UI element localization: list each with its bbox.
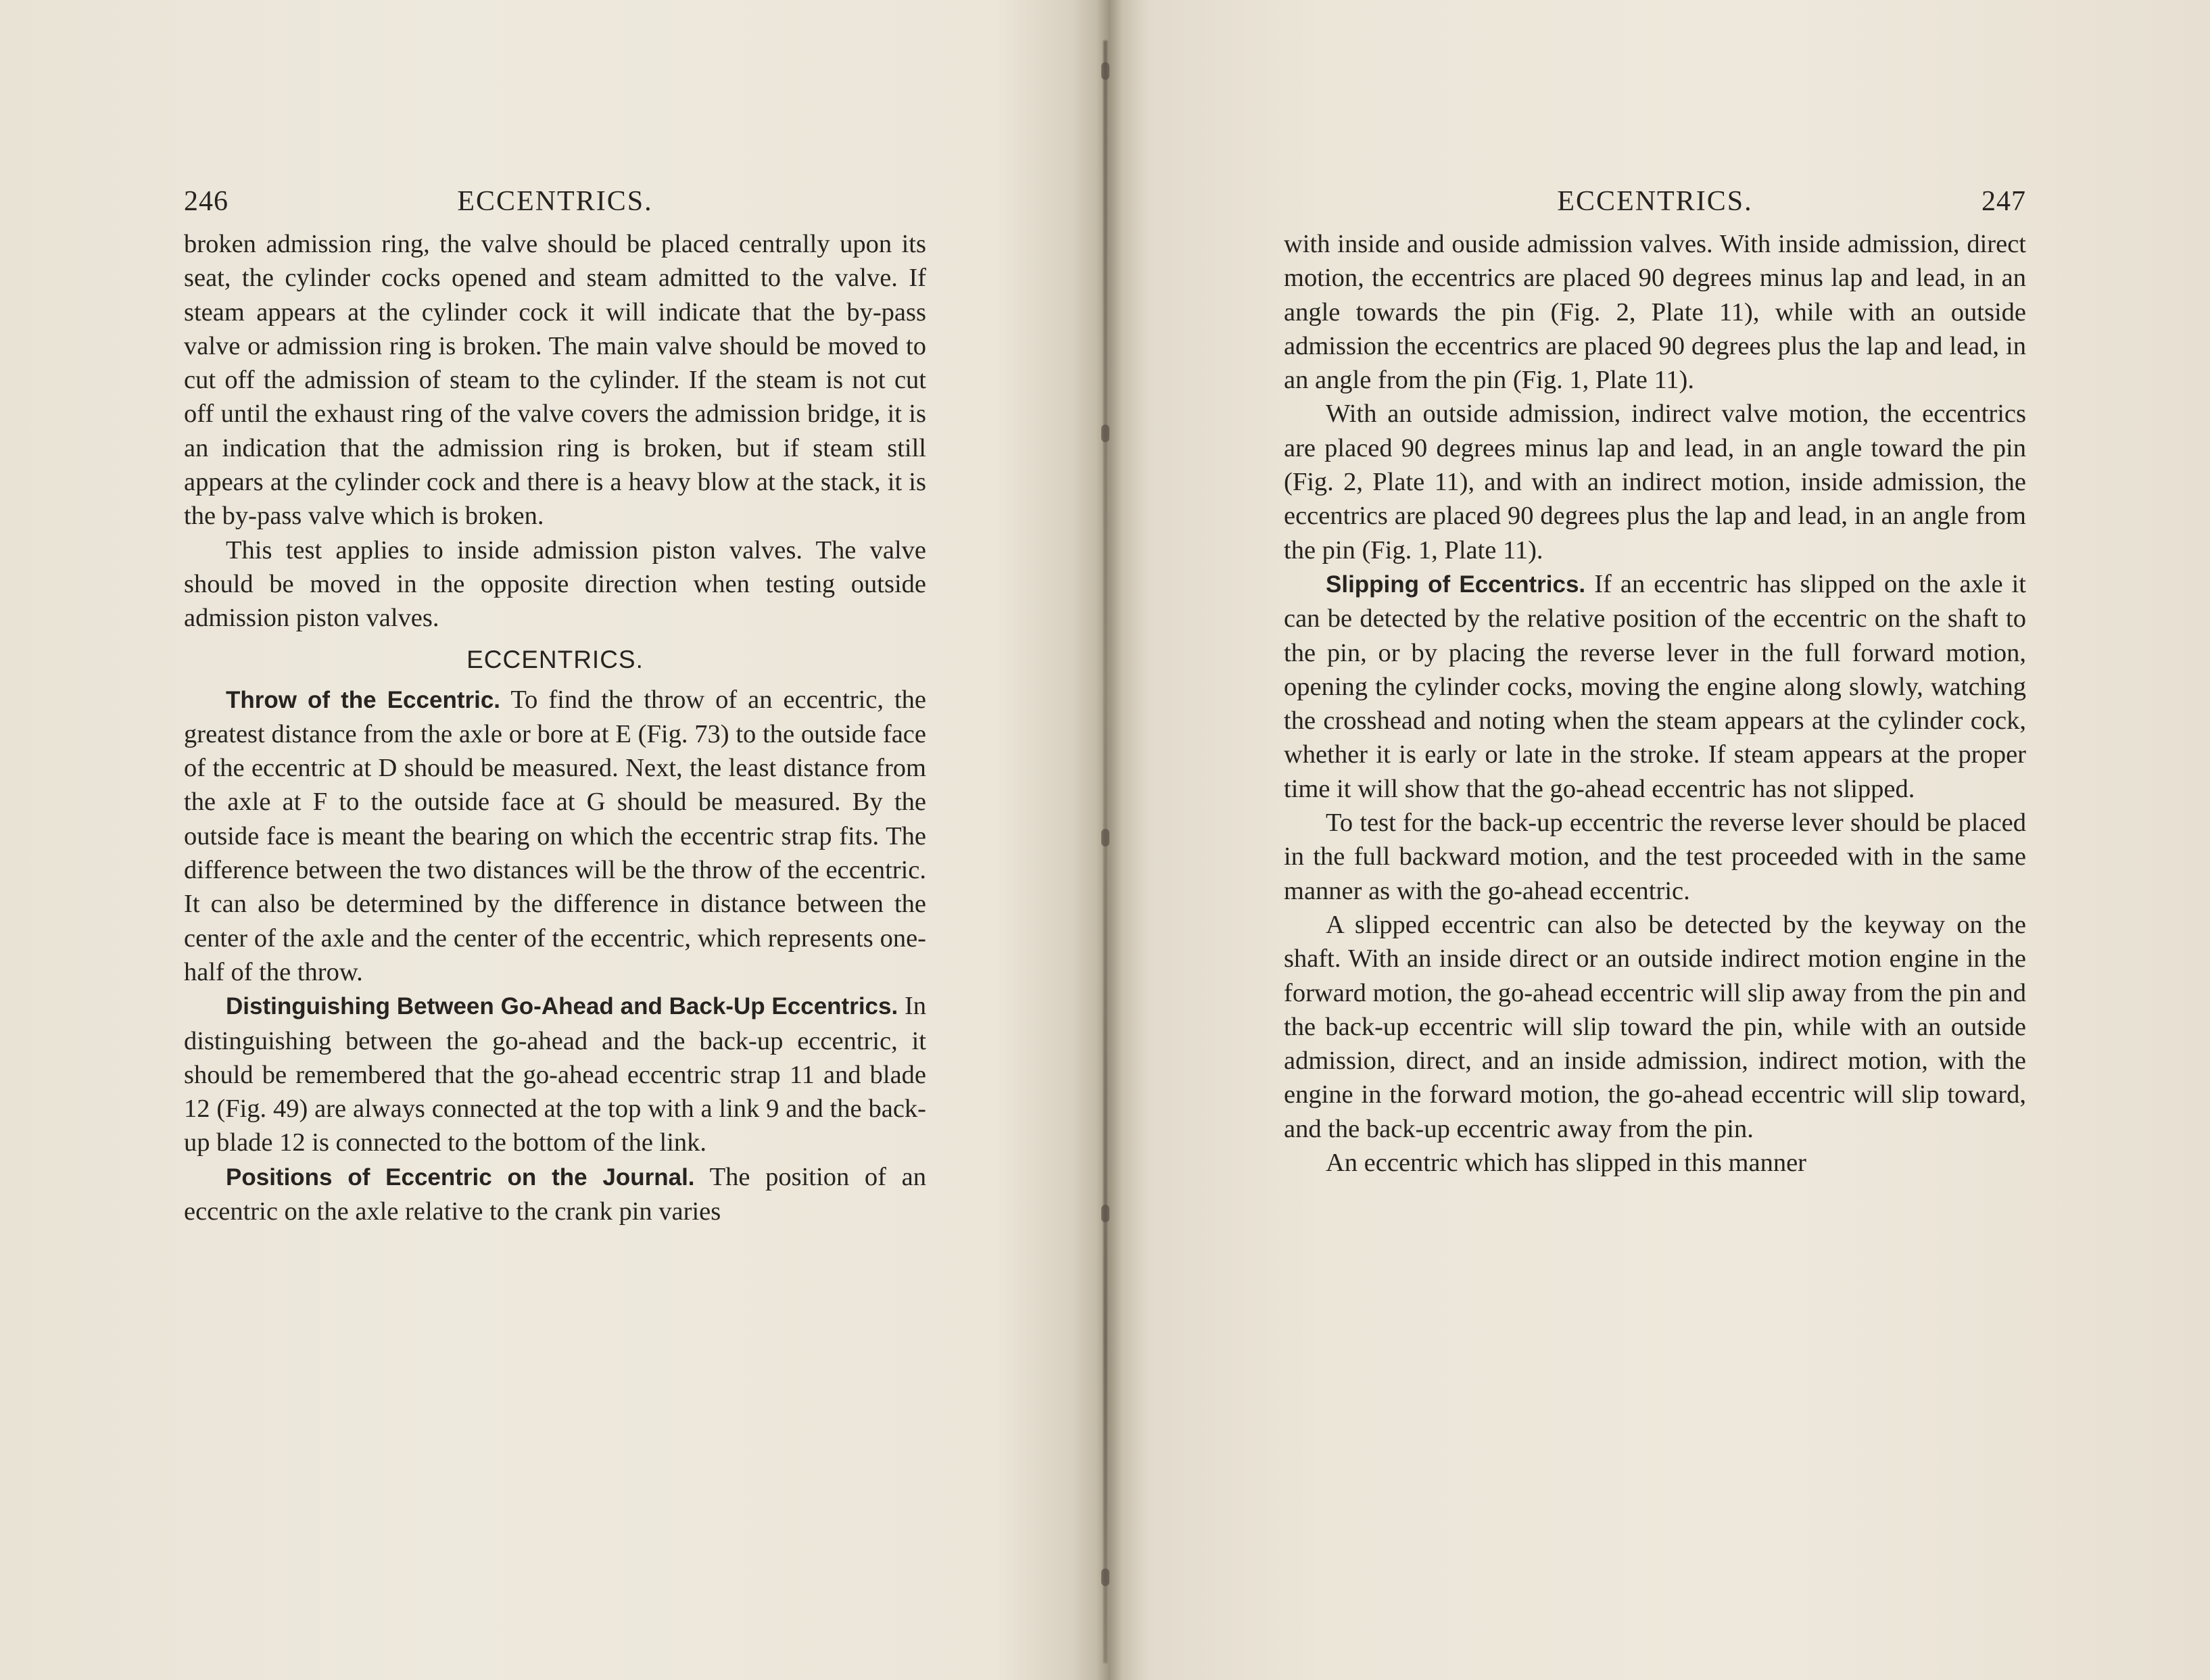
binding-stitch	[1101, 1568, 1109, 1586]
run-in-heading: Throw of the Eccentric.	[226, 686, 501, 713]
paragraph: An eccentric which has slipped in this manner	[1326, 1149, 1806, 1178]
paragraph: This test applies to inside admission piston valves. The valve should be moved in the opposite direction when testing outside admission piston valves.	[184, 535, 926, 633]
right-page-body	[1284, 227, 2026, 1180]
right-page-header	[1284, 181, 2026, 222]
paragraph	[1284, 567, 2026, 806]
paragraph: To test for the back-up eccentric the reverse lever should be placed in the full backward motion, and the test proceeded with in the same manner as with the go-ahead eccentric.	[1284, 809, 2026, 905]
run-in-heading: Distinguishing Between Go-Ahead and Back-Up Eccentrics.	[226, 993, 898, 1020]
book-gutter	[1103, 41, 1107, 1663]
binding-stitch	[1101, 1205, 1109, 1222]
paragraph: with inside and ouside admission valves. With inside admission, direct motion, the eccentrics are placed 90 degrees minus lap and lead, in an angle towards the pin (Fig. 2, Plate 11), while with an outside admission the eccentrics are placed 90 degrees plus the lap and lead, in an angle from the pin (Fig. 1, Plate 11).	[1284, 230, 2026, 395]
paragraph-text: If an eccentric has slipped on the axle it can be detected by the relative position of the eccentric on the shaft to the pin, or by placing the reverse lever in the full forward motion, opening the cylinder cocks, moving the engine along slowly, watching the crosshead and noting when the steam appears at the cylinder cock, whether it is early or late in the stroke. If steam appears at the proper time it will show that the go-ahead eccentric has not slipped.	[1284, 569, 2026, 803]
right-page	[1284, 181, 2026, 1180]
binding-stitch	[1101, 829, 1109, 846]
paragraph-text: The position of an eccentric on the axle relative to the crank pin varies	[184, 1162, 927, 1226]
page-number: 246	[184, 186, 229, 217]
paragraph	[184, 1160, 926, 1229]
section-heading: ECCENTRICS.	[466, 645, 644, 673]
binding-stitch	[1101, 425, 1109, 442]
binding-stitch	[1101, 62, 1109, 80]
left-page-body	[184, 227, 926, 1228]
left-page	[184, 181, 926, 1228]
page-number: 247	[1981, 186, 2026, 217]
paragraph	[184, 989, 926, 1159]
paragraph: A slipped eccentric can also be detected by the keyway on the shaft. With an inside direct or an outside indirect motion engine in the forward motion, the go-ahead eccentric will slip away from the pin and the back-up eccentric will slip toward the pin, while with an outside admission, direct, and an inside admission, indirect motion, with the engine in the forward motion, the go-ahead eccentric will slip toward, and the back-up eccentric away from the pin.	[1284, 910, 2026, 1143]
paragraph: broken admission ring, the valve should be placed centrally upon its seat, the cylinder cocks opened and steam admitted to the valve. If steam appears at the cylinder cock it will indicate that the by-pass valve or admission ring is broken. The main valve should be moved to cut off the admission of steam to the cylinder. If the steam is not cut off until the exhaust ring of the valve covers the admission bridge, it is an indication that the admission ring is broken, but if steam still appears at the cylinder cock and there is a heavy blow at the stack, it is the by-pass valve which is broken.	[184, 230, 926, 531]
run-in-heading: Positions of Eccentric on the Journal.	[226, 1163, 695, 1191]
run-in-heading: Slipping of Eccentrics.	[1326, 571, 1586, 598]
running-head: ECCENTRICS.	[1557, 186, 1753, 217]
paragraph-text: To find the throw of an eccentric, the greatest distance from the axle or bore at E (Fig. 73) to the outside face of the eccentric at D should be measured. Next, the least distance from the axle at F to the outside face at G should be measured. By the outside face is meant the bearing on which the eccentric strap fits. The difference between the two distances will be the throw of the eccentric. It can also be determined by the difference in distance between the center of the axle and the center of the eccentric, which represents one-half of the throw.	[184, 685, 926, 986]
paragraph-text: In distinguishing between the go-ahead and the back-up eccentric, it should be remembered that the go-ahead eccentric strap 11 and blade 12 (Fig. 49) are always connected at the top with a link 9 and the back-up blade 12 is connected to the bottom of the link.	[184, 992, 927, 1157]
paragraph: With an outside admission, indirect valve motion, the eccentrics are placed 90 degrees minus lap and lead, in an angle toward the pin (Fig. 2, Plate 11), and with an indirect motion, inside admission, the eccentrics are placed 90 degrees plus the lap and lead, in an angle from the pin (Fig. 1, Plate 11).	[1284, 400, 2026, 565]
running-head: ECCENTRICS.	[457, 186, 653, 217]
left-page-header	[184, 181, 926, 222]
paragraph	[184, 683, 926, 990]
